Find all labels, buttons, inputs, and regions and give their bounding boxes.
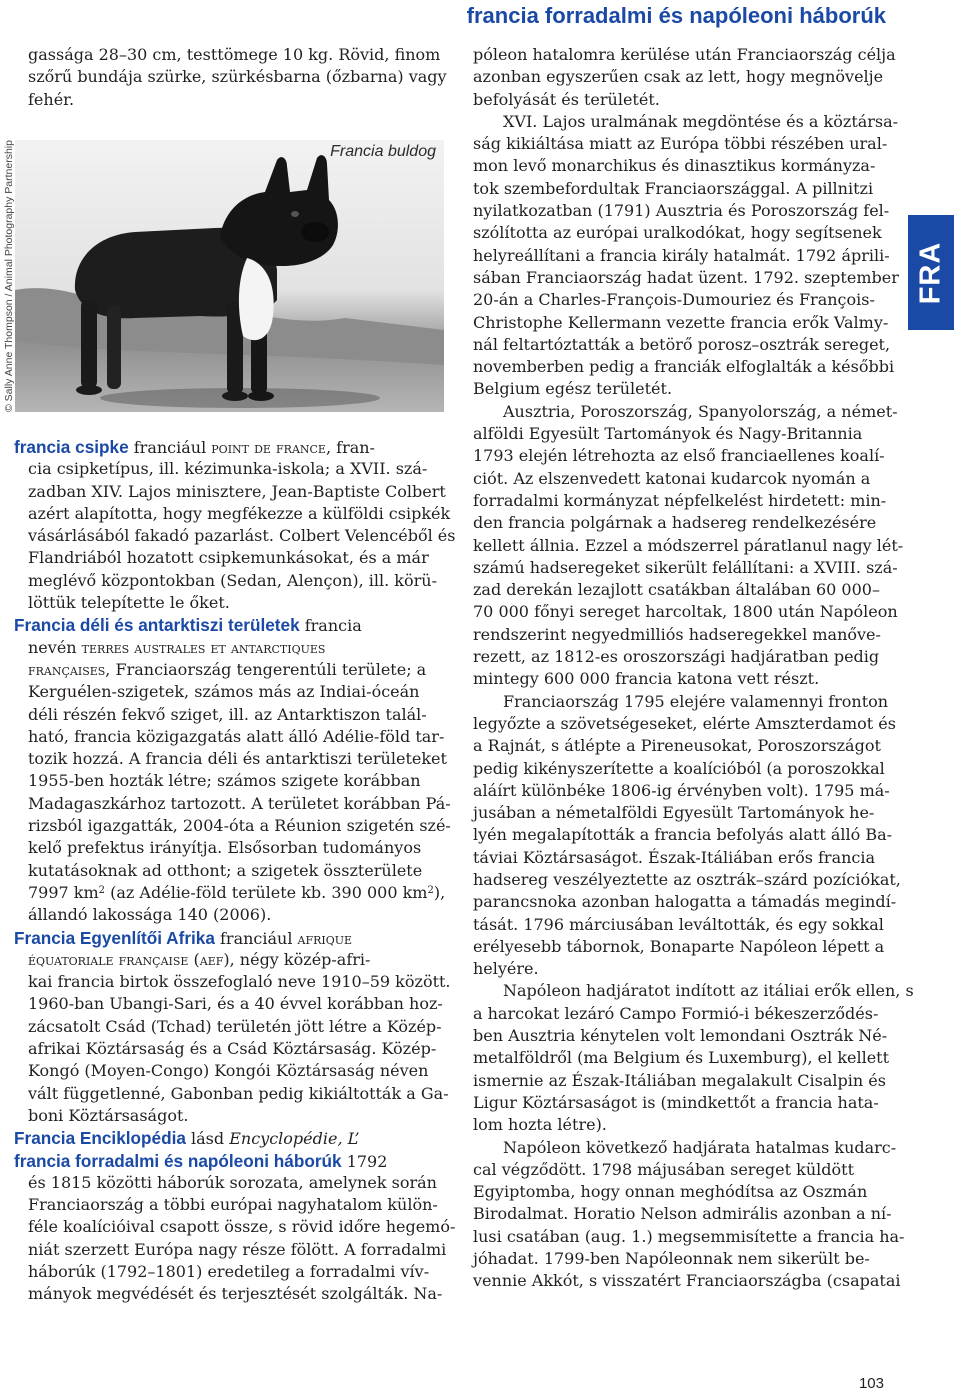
text-line: kai francia birtok összefoglaló neve 1910–59 között. [28, 972, 451, 992]
text-line: françaises, Franciaország tengerentúli területe; a [28, 659, 427, 679]
french-bulldog-image [15, 140, 444, 412]
page-number: 103 [858, 1375, 884, 1392]
text-line: Ligur Köztársaságot is (mindkettőt a francia hata- [473, 1092, 879, 1112]
text-line: sában Franciaország hadat üzent. 1792. szeptember [473, 267, 899, 287]
text-line: hadsereg veszélyeztette az osztrák–szárd pozíciókat, [473, 869, 901, 889]
text-line: tok szembefordultak Franciaországgal. A pillnitzi [473, 178, 874, 198]
text-line: nyilatkozatban (1791) Ausztria és Poroszország fel- [473, 201, 890, 221]
text-line: Ausztria, Poroszország, Spanyolország, a német- [503, 401, 898, 421]
text-line: rezett, az 1812-es oroszországi hadjáratban pedig [473, 647, 880, 667]
text-line: pedig kikényszerítette a koalícióból (a poroszokkal [473, 758, 885, 778]
text-line: szőrű bundája szürke, szürkésbarna (őzbarna) vagy [28, 67, 447, 87]
text-line: Madagaszkárhoz tartozott. A területet korábban Pá- [28, 793, 451, 813]
text-line: 1960-ban Ubangi-Sari, és a 40 évvel korábban hoz- [28, 994, 443, 1014]
text-line: cia csipketípus, ill. kézimunka-iskola; a XVII. szá- [28, 459, 428, 479]
headword-francia-forradalmi-es-napoleoni-haboruk: francia forradalmi és napóleoni háborúk [14, 1150, 342, 1171]
text-line: Egyiptomba, hogy onnan meghódítsa az Oszmán [473, 1182, 868, 1202]
text-line: Napóleon hadjáratot indított az itáliai erők ellen, s [503, 981, 914, 1001]
text-line: ismernie az Észak-Itáliában megalakult Cisalpin és [473, 1070, 886, 1090]
entry-first-line: Francia déli és antarktiszi területek francia [14, 615, 362, 636]
text-line: löttük telepítette le őket. [28, 593, 230, 613]
text-line: helyére. [473, 959, 539, 979]
text-line: kutatásoknak ad otthont; a szigetek összterülete [28, 860, 423, 880]
text-line: számú hadseregeket sikerült felállítani: a XVIII. szá- [473, 557, 898, 577]
entry-first-line: Francia Egyenlítői Afrika franciául afrique [14, 927, 353, 948]
text-line: équatoriale française (aef), négy közép-afri- [28, 949, 371, 969]
text-line: rizsból igazgatták, 2004-óta a Réunion szigetén szé- [28, 816, 451, 836]
text-line: nevén terres australes et antarctiques [28, 637, 326, 657]
text-line: háborúk (1792–1801) eredetileg a forradalmi vív- [28, 1261, 430, 1281]
text-line: mányok megvédését és terjesztését szolgálták. Na- [28, 1284, 443, 1304]
text-line: nál feltartóztatták a betörő porosz–osztrák sereget, [473, 334, 891, 354]
text-line: 7997 $km^2$ (az Adélie-föld területe kb. 390 000 $km^2$), [28, 882, 446, 902]
french-bulldog-photo [15, 140, 444, 412]
text-line: 1793 elején létrehozta az első franciaellenes koalí- [473, 446, 885, 466]
text-line: kellett állnia. Ezzel a módszerrel páratlanul nagy lét- [473, 535, 904, 555]
text-line: rendszerint negyedmilliós hadseregekkel manőve- [473, 624, 881, 644]
text-line: vennie Akkót, s visszatért Franciaországba (csapatai [473, 1271, 901, 1291]
text-line: vásárlásából fakadó pazarlást. Colbert Velencéből és [28, 526, 456, 546]
text-line: 20-án a Charles-François-Dumouriez és François- [473, 290, 875, 310]
text-line: forradalmi kormányzat népfelkelést hirdetett: min- [473, 490, 887, 510]
headword-francia-csipke: francia csipke [14, 437, 129, 457]
text-line: azért alapította, hogy megfékezze a külföldi csipkék [28, 503, 451, 523]
text-line: a Rajnát, s átlépte a Pireneusokat, Poroszországot [473, 736, 881, 756]
text-line: Kerguélen-szigetek, számos más az Indiai-óceán [28, 682, 420, 702]
text-line: Christophe Kellermann vezette francia erők Valmy- [473, 312, 889, 332]
text-line: jusában a németalföldi Egyesült Tartományok he- [473, 803, 875, 823]
text-line: parancsnoka azonban halogatta a támadás megindí- [473, 892, 897, 912]
text-line: novemberben pedig a franciák elfoglalták a későbbi [473, 357, 895, 377]
text-line: mintegy 600 000 francia katona vett részt. [473, 669, 820, 689]
headword-francia-enciklopedia: Francia Enciklopédia [14, 1128, 186, 1149]
text-line: féle koalícióival csapott össze, s rövid időre hegemó- [28, 1217, 456, 1237]
text-line: ható, francia közigazgatás alatt álló Adélie-föld tar- [28, 726, 445, 746]
text-line: afrikai Köztársaság és a Csád Köztársaság. Közép- [28, 1039, 437, 1059]
headword-francia-egyenlitoi-afrika: Francia Egyenlítői Afrika [14, 927, 215, 948]
entry-first-line: francia csipke franciául point de france, fran- [14, 437, 375, 457]
text-line: azonban egyszerűen csak az lett, hogy megnövelje [473, 67, 884, 87]
thumb-index-label: FRA [914, 241, 947, 304]
text-line: és 1815 közötti háborúk sorozata, amelynek során [28, 1172, 437, 1192]
thumb-index-tab [908, 215, 954, 330]
text-line: zad derekán lezajlott csatákban általában 60 000– [473, 580, 880, 600]
text-line: tozik hozzá. A francia déli és antarktiszi területeket [28, 749, 447, 769]
entry-first-line: francia forradalmi és napóleoni háborúk 1792 [14, 1150, 388, 1171]
text-line: szólította az európai uralkodókat, hogy segítsenek [473, 223, 882, 243]
text-line: 1955-ben hozták létre; számos szigete korábban [28, 771, 421, 791]
text-line: tását. 1796 márciusában leváltották, és egy sokkal [473, 914, 884, 934]
text-line: XVI. Lajos uralmának megdöntése és a köztársa- [503, 111, 899, 131]
text-line: jóhadat. 1799-ben Napóleonnak nem sikerült be- [473, 1249, 870, 1269]
text-line: ság kikiáltása miatt az Európa többi részében ural- [473, 134, 888, 154]
text-line: 70 000 főnyi sereget harcoltak, 1800 után Napóleon [473, 602, 898, 622]
text-line: helyreállítani a francia király hatalmát. 1792 áprili- [473, 245, 890, 265]
text-line: den francia polgárnak a hadsereg rendelkezésére [473, 513, 877, 533]
text-line: erélyesebb tábornok, Bonaparte Napóleon lépett a [473, 936, 885, 956]
text-line: táviai Köztársaságot. Észak-Itáliában erős francia [473, 847, 876, 867]
text-line: kelő prefektus irányítja. Elsősorban tudományos [28, 838, 422, 858]
text-line: vált függetlenné, Gabonban pedig kikiáltották a Ga- [28, 1083, 449, 1103]
text-line: Kongó (Moyen-Congo) Kongói Köztársaság néven [28, 1061, 429, 1081]
text-line: boni Köztársaságot. [28, 1105, 189, 1125]
text-line: metalföldről (ma Belgium és Luxemburg), el kellett [473, 1048, 890, 1068]
right-column [473, 44, 914, 1293]
text-line: alföldi Egyesült Tartományok és Nagy-Britannia [473, 424, 863, 444]
text-line: Franciaország a többi európai nagyhatalom külön- [28, 1195, 438, 1215]
text-line: Napóleon következő hadjárata hatalmas kudarc- [503, 1137, 897, 1157]
left-column-continuation [28, 44, 447, 111]
entry-first-line: Francia Enciklopédia lásd Encyclopédie, L’ [14, 1128, 360, 1149]
text-line: befolyását és területét. [473, 89, 660, 109]
text-line: lusi csatában (aug. 1.) megsemmisítette a francia ha- [473, 1226, 905, 1246]
text-line: cal végződött. 1798 májusában sereget küldött [473, 1159, 854, 1179]
text-line: meglévő központokban (Sedan, Alençon), ill. körü- [28, 570, 437, 590]
text-line: fehér. [28, 89, 75, 109]
text-line: lyén megalapították a francia befolyás alatt álló Ba- [473, 825, 893, 845]
text-line: állandó lakossága 140 (2006). [28, 905, 272, 925]
text-line: póleon hatalomra kerülése után Franciaország célja [473, 45, 896, 64]
text-line: a harcokat lezáró Campo Formió-i békeszerződés- [473, 1003, 879, 1023]
text-line: Belgium egész területét. [473, 379, 673, 399]
text-line: lom hozta létre). [473, 1115, 607, 1135]
text-line: gassága 28–30 cm, testtömege 10 kg. Rövid, finom [28, 45, 441, 64]
cross-reference-link[interactable]: Encyclopédie, L’ [229, 1129, 360, 1149]
text-line: Birodalmat. Horatio Nelson admirális azonban a ní- [473, 1204, 892, 1224]
text-line: ben Ausztria kénytelen volt lemondani Osztrák Né- [473, 1026, 888, 1046]
text-line: zadban XIV. Lajos minisztere, Jean-Baptiste Colbert [28, 481, 446, 501]
text-line: zácsatolt Csád (Tchad) területén jött létre a Közép- [28, 1016, 442, 1036]
text-line: niát szerzett Európa nagy része fölött. A forradalmi [28, 1239, 447, 1259]
running-head: francia forradalmi és napóleoni háborúk [466, 3, 886, 28]
text-line: Franciaország 1795 elejére valamennyi fronton [503, 691, 889, 711]
text-line: déli részén fekvő sziget, ill. az Antarktiszon talál- [28, 704, 427, 724]
text-line: aláírt különbéke 1806-ig érvényben volt). 1795 má- [473, 780, 890, 800]
text-line: legyőzte a szövetségeseket, elérte Amszterdamot és [473, 713, 896, 733]
text-line: ciót. Az elszenvedett katonai kudarcok nyomán a [473, 468, 871, 488]
text-line: Flandriából hozatott csipkemunkásokat, és a már [28, 548, 429, 568]
headword-francia-deli-es-antarktiszi-teruletek: Francia déli és antarktiszi területek [14, 615, 300, 636]
text-line: mon levő monarchikus és dinasztikus kormányza- [473, 156, 876, 176]
photo-caption: Francia buldog [330, 143, 436, 160]
photo-credit-text: © Sally Anne Thompson / Animal Photography Partnership [3, 140, 15, 412]
left-column [14, 436, 455, 1306]
